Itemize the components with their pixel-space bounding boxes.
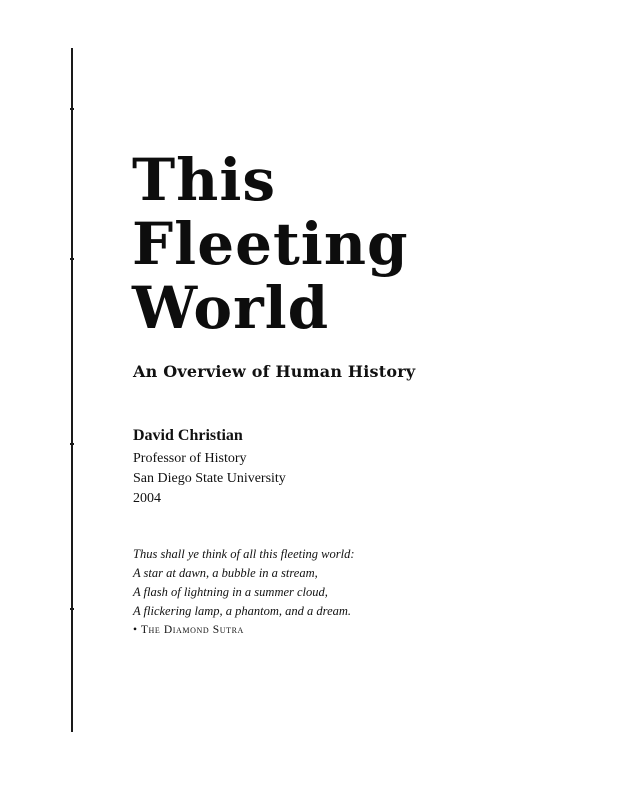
epigraph-attribution: • The Diamond Sutra [133, 624, 244, 636]
left-margin-rule [71, 48, 73, 732]
rule-notch [70, 443, 74, 445]
title-line: World [132, 274, 330, 342]
title-line: This [132, 146, 277, 214]
book-subtitle: An Overview of Human History [133, 362, 416, 381]
author-institution: San Diego State University [133, 471, 286, 486]
epigraph-line: A flash of lightning in a summer cloud, [133, 585, 328, 599]
rule-notch [70, 608, 74, 610]
book-title [132, 148, 409, 340]
publication-year: 2004 [133, 491, 161, 506]
rule-notch [70, 258, 74, 260]
epigraph-line: A star at dawn, a bubble in a stream, [133, 566, 318, 580]
title-line: Fleeting [132, 210, 409, 278]
author-block [133, 425, 286, 509]
epigraph-line: Thus shall ye think of all this fleeting world: [133, 547, 355, 561]
author-role: Professor of History [133, 451, 247, 466]
epigraph [133, 545, 355, 640]
epigraph-line: A flickering lamp, a phantom, and a dream. [133, 604, 352, 618]
rule-notch [70, 108, 74, 110]
author-name: David Christian [133, 427, 243, 444]
